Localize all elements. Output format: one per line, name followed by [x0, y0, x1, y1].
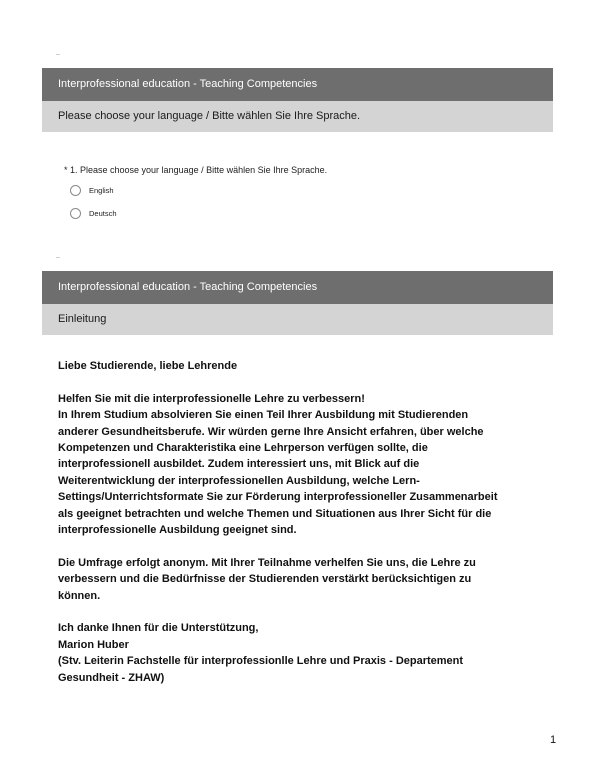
anonymity-paragraph: Die Umfrage erfolgt anonym. Mit Ihrer Teilnahme verhelfen Sie uns, die Lehre zu verbessern und die Bedürfnisse der Studierenden verstärkt berücksichtigen zu können. [58, 556, 476, 602]
separator-mark [56, 257, 60, 258]
option-label: English [89, 186, 114, 195]
radio-icon[interactable] [70, 208, 81, 219]
section-subheader: Please choose your language / Bitte wählen Sie Ihre Sprache. [42, 101, 553, 132]
option-deutsch[interactable] [70, 208, 117, 219]
section-subheader: Einleitung [42, 304, 553, 335]
greeting: Liebe Studierende, liebe Lehrende [58, 360, 238, 372]
radio-icon[interactable] [70, 185, 81, 196]
page-number: 1 [550, 734, 557, 746]
section-header: Interprofessional education - Teaching Competencies [42, 68, 553, 101]
language-question: * 1. Please choose your language / Bitte wählen Sie Ihre Sprache. [64, 165, 328, 175]
signature: Ich danke Ihnen für die Unterstützung, Marion Huber (Stv. Leiterin Fachstelle für interprofessionlle Lehre und Praxis - Departement Gesundheit - ZHAW) [58, 622, 464, 684]
option-english[interactable] [70, 185, 114, 196]
option-label: Deutsch [89, 209, 117, 218]
intro-text [58, 358, 538, 702]
section-header: Interprofessional education - Teaching Competencies [42, 271, 553, 304]
intro-paragraph: Helfen Sie mit die interprofessionelle Lehre zu verbessern! In Ihrem Studium absolvieren Sie einen Teil Ihrer Ausbildung mit Studierenden anderer Gesundheitsberufe. Wir würden gerne Ihre Ansicht erfahren, über welche Kompetenzen und Charakteristika eine Lehrperson verfügen sollte, die interprofessionell ausbildet. Zudem interessiert uns, mit Blick auf die Weiterentwicklung der interprofessionellen Ausbildung, welche Lern- Settings/Unterrichtsformate Sie zur Förderung interprofessioneller Zusammenarbeit als geeignet betrachten und welche Themen und Situationen aus Ihrer Sicht für die interprofessionelle Ausbildung geeignet sind. [58, 392, 498, 537]
separator-mark [56, 54, 60, 55]
